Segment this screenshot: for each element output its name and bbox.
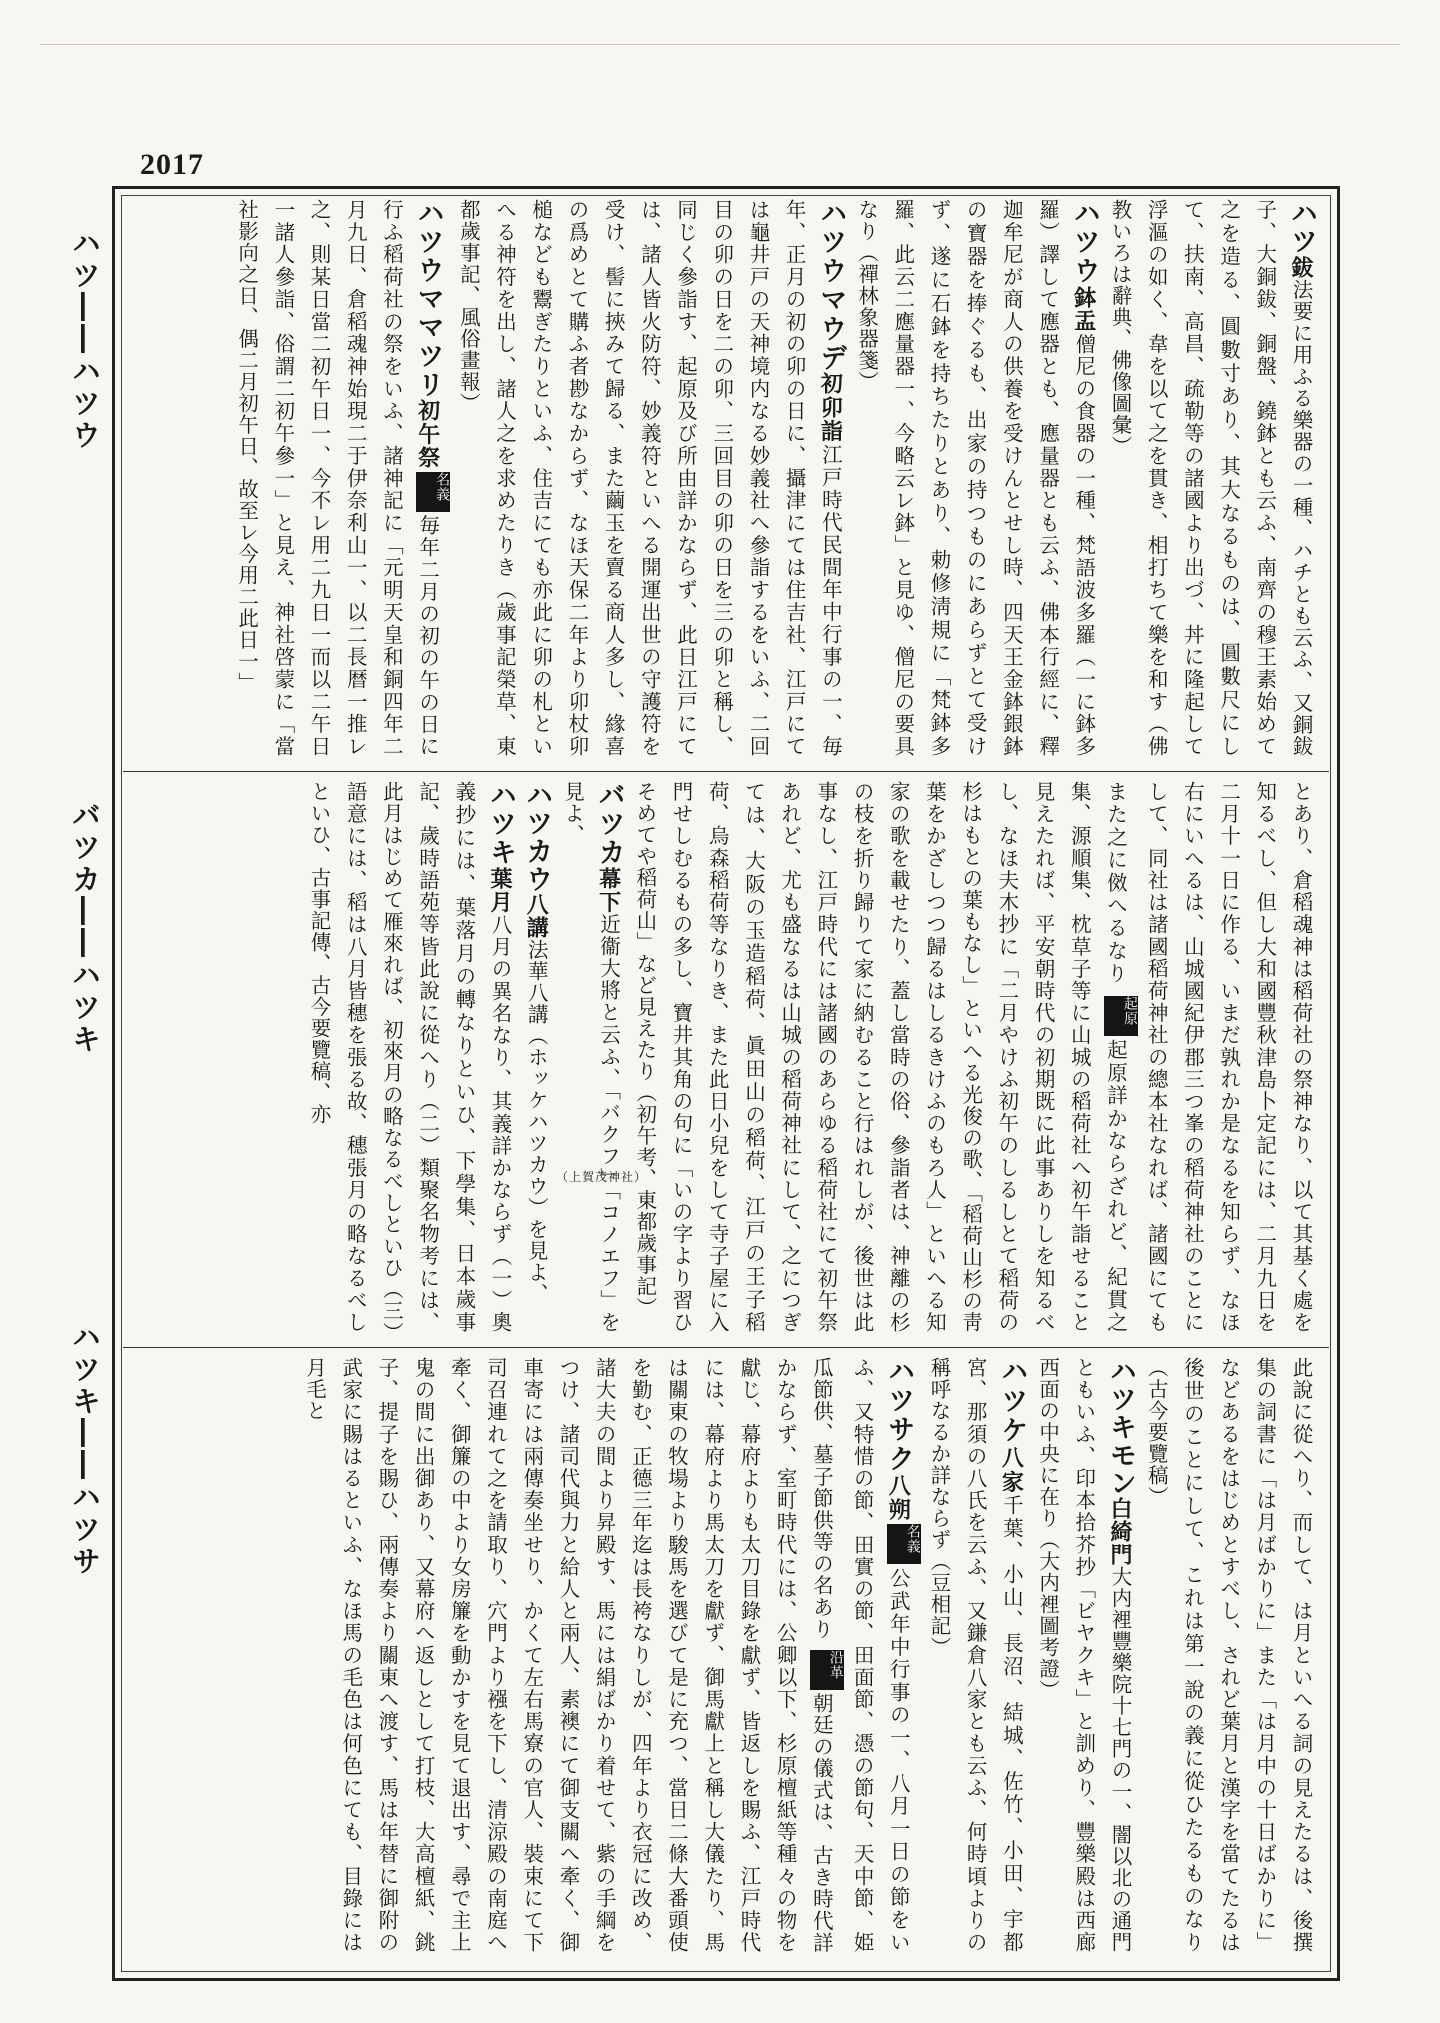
running-head-3: ハツキ――ハツサ [68,1322,102,1578]
entry-headword: ハツウ [1068,199,1100,286]
section-1 [135,199,1319,757]
entry-headword: ハツキ [485,781,517,867]
entry-history [302,1357,844,1953]
entry-kanji: 鈸 [1288,255,1314,279]
entry-body: とあり、倉稻魂神は稻荷社の祭神なり、以て其基く處を知るべし、但し大和國豐秋津島卜定記には、二月九日を二月十一日に作る、いまだ孰れか是なるを知らず、なほ右にいへるは、山城國紀伊郡三つ峯の稻荷神社のことにして、同社は諸國稻荷神社の總本社なれば、諸國にてもまた之に傚へるなり [1103,781,1313,1333]
entry-headword: バツカ [593,781,625,867]
entry-continuation [1144,1357,1313,1953]
entry-body: 江戸時代民間年中行事の一、毎年、正月の初の卯の日に、攝津にては住吉社、江戸にては龜井戸の天神境内なる妙義社へ參詣するをいふ、二回目の卯の日を二の卯、三回目の卯の日を三の卯と稱し、同じく參詣す、起原及び所由詳かならず、此日江戸にては、諸人皆火防符、妙義符といへる開運出世の守護符を受け、髻に挾みて歸る、また繭玉を賣る商人多し、緣喜の爲めとて購ふ者尠なからず、なほ天保二年より卯杖卯槌なども鬻ぎたりといふ、住吉にても亦此に卯の札といへる神符を出し、諸人之を求めたりき（歲事記榮草、東都歲事記、風俗畫報） [456,199,843,757]
label-block: 名義 [887,1524,921,1564]
entry-hatsukau [521,781,553,1305]
entry-hatsuki [307,781,517,1333]
entry-body: 公武年中行事の一、八月一日の節をいふ、又特惜の節、田實の節、田面節、憑の節句、天中節、姫瓜節供、墓子節供等の名あり [809,1357,911,1953]
entry-kanji: 鉢盂 [1070,285,1097,334]
entry-body: 法要に用ふる樂器の一種、ハチとも云ふ、又銅鈸子、大銅鈸、銅盤、鐃鉢とも云ふ、南齊の穆王素始めて之を造る、圓數寸あり、其大なるものは、圓數尺にして、扶南、高昌、疏勒等の諸國より出づ、丼に隆起して浮漚の如く、韋を以て之を貫き、相打ちて樂を和す（佛教いろは辭典、佛像圖彙） [1107,199,1313,757]
entry-headword: ハツカウ [521,781,553,893]
entry-body: 大内裡豐樂院十七門の一、闇以北の通門ともいふ、印本拾芥抄「ビヤクキ」と訓めり、豐樂殿は西廊西面の中央に在り（大内裡圖考證） [1035,1357,1132,1953]
entry-body: 近衞大將と云ふ、「バクフ」「コノエフ」を見よ、 [560,781,621,1333]
entry-headword: ハツウママツリ [412,199,444,400]
vertical-text-column [135,199,1319,757]
running-head-2: バツカ――ハツキ [68,800,102,1056]
entry-batsuka [560,781,625,1333]
entry-kanji: 葉月 [487,866,514,914]
label-block: 名義 [416,472,450,512]
page-number: 2017 [140,148,204,181]
entry-continuation [1103,781,1313,1333]
entry-body: 毎年二月の初の午の日に行ふ稻荷社の祭をいふ、諸神記に「元明天皇和銅四年二月九日、倉稻魂神始現二于伊奈利山一、以二長暦一推レ之、則某日當二初午日一、今不レ用二九日一而以二午日一諸人參詣、俗謂二初午參一」と見え、神社啓蒙に「當社影向之日、偶二月初午日、故至レ今用二此日一」 [234,199,440,757]
entry-headword: ハツキモン [1104,1357,1136,1497]
running-head-1: ハツ――ハツウ [68,228,102,452]
entry-kanji: 初午祭 [414,399,441,470]
vertical-text-column [135,781,1319,1333]
entry-hatsuu [854,199,1100,757]
entry-body: 千葉、小山、長沼、結城、佐竹、小田、宇都宮、那須の八氏を云ふ、又鎌倉八家とも云ふ、何時頃よりの稱呼なるか詳ならず（豆相記） [926,1357,1024,1953]
entry-body: 朝廷の儀式は、古き時代詳かならず、室町時代には、公卿以下、杉原檀紙等種々の物を獻じ、幕府よりも太刀目錄を獻ず、皆返しを賜ふ、江戸時代には、幕府より馬太刀を獻ず、御馬獻上と稱し大儀たり、馬は關東の牧場より駿馬を選びて是に充つ、當日二條大番頭使を勤む、正德三年迄は長袴なりしが、四年より衣冠に改め、諸大夫の間より昇殿す、馬には絹ばかり着せて、紫の手綱をつけ、諸司代與力と給人と兩人、素襖にて御支關へ牽く、御車寄には兩傳奏坐せり、かくて左右馬寮の官人、裝束にて下司召連れて之を請取り、穴門より襁を下し、清涼殿の南庭へ牽く、御簾の中より女房簾を動かすを見て退出す、尋で主上鬼の間に出御あり、又幕府へ返しとして打枝、大高檀紙、銚子、提子を賜ひ、兩傳奏より關東へ渡す、馬は年替に御附の武家に賜はるといふ、なほ馬の毛色は何色にても、目錄には月毛と [302,1357,834,1953]
entry-kanji: 八講 [523,893,550,939]
label-block: 起原 [1104,996,1138,1036]
entry-body: 八月の異名なり、其義詳かならず（一）奧義抄には、葉落月の轉なりといひ、下學集、日本歲事記、歲時語苑等皆此說に從へり（二）類聚名物考には、此月はじめて雁來れば、初來月の略なるべしといひ（三）語意には、稻は八月皆穗を張る故、穗張月の略なるべしといひ、古事記傳、古今要覽稿、亦 [307,781,513,1333]
entry-body: 僧尼の食器の一種、梵語波多羅（一に鉢多羅）譯して應器とも、應量器とも云ふ、佛本行經に、釋迦牟尼が商人の供養を受けんとせし時、四天王金鉢銀鉢の寶器を捧ぐるも、出家の持つものにあらずとて受けず、遂に石鉢を持ちたりとあり、勅修淸規に「梵鉢多羅、此云二應量器一、今略云レ鉢」と見ゆ、僧尼の要具なり（禪林象器箋） [854,199,1096,757]
label-block: 沿革 [810,1650,844,1690]
section-2 [135,781,1319,1333]
figure-caption: （上賀茂神社） [556,1170,648,1184]
scan-top-edge [40,44,1400,45]
entry-body: 此說に從へり、而して、は月といへる詞の見えたるは、後撰集の詞書に「は月ばかりに」また「は月中の十日ばかりに」などあるをはじめとすべし、されど葉月と漢字を當てたるは後世のことにして、これは第一說の義に從ひたるものなり（古今要覽稿） [1144,1357,1313,1953]
section-divider [123,771,1329,772]
entry-kanji: 八家 [998,1445,1025,1495]
entry-kanji: 白綺門 [1106,1497,1133,1566]
entry-kanji: 八朔 [885,1473,912,1523]
entry-headword: ハツ [1286,199,1317,256]
entry-headword: ハツサク [883,1357,915,1474]
entry-origin [632,781,1138,1333]
vertical-text-column [135,1357,1319,1953]
entry-headword: ハツケ [996,1357,1028,1446]
page-frame [112,186,1340,1981]
entry-hatsuumamatsuri [234,199,451,757]
entry-hatsu [1107,199,1317,757]
entry-kanji: 幕下 [595,866,622,914]
entry-headword: ハツウマウデ [815,199,847,373]
entry-kanji: 初卯詣 [817,372,844,445]
entry-hatsuumaude [456,199,847,757]
entry-hatsukimon [1035,1357,1136,1953]
entry-body: 起原詳かならざれど、紀貫之集、源順集、枕草子等に山城の稻荷社へ初午詣せること見えたれば、平安朝時代の初期既に此事ありしを知るべし、なほ夫木抄に「二月やけふ初午のしるしとて稻荷の杉はもとの葉もなし」といへる光俊の歌、「稻荷山杉の靑葉をかざしつつ歸るはしるきけふのもろ人」といへる知家の歌を載せたり、蓋し當時の俗、參詣者は、神離の杉の枝を折り歸りて家に納むること行はれしが、後世は此事なし、江戸時代には諸國のあらゆる稻荷社にて初午祭あれど、尤も盛なるは山城の稻荷神社にして、之につぎては、大阪の玉造稻荷、眞田山の稻荷、江戸の王子稻荷、烏森稻荷等なりき、また此日小兒をして寺子屋に入門せしむるもの多し、寶井其角の句に「いの字より習ひそめてや稻荷山」など見えたり（初午考、東都歲事記） [632,781,1128,1333]
entry-body: 法華八講（ホッケハツカウ）を見よ、 [524,939,549,1305]
section-divider [123,1347,1329,1348]
entry-hatsuke [926,1357,1028,1953]
section-3 [135,1357,1319,1953]
